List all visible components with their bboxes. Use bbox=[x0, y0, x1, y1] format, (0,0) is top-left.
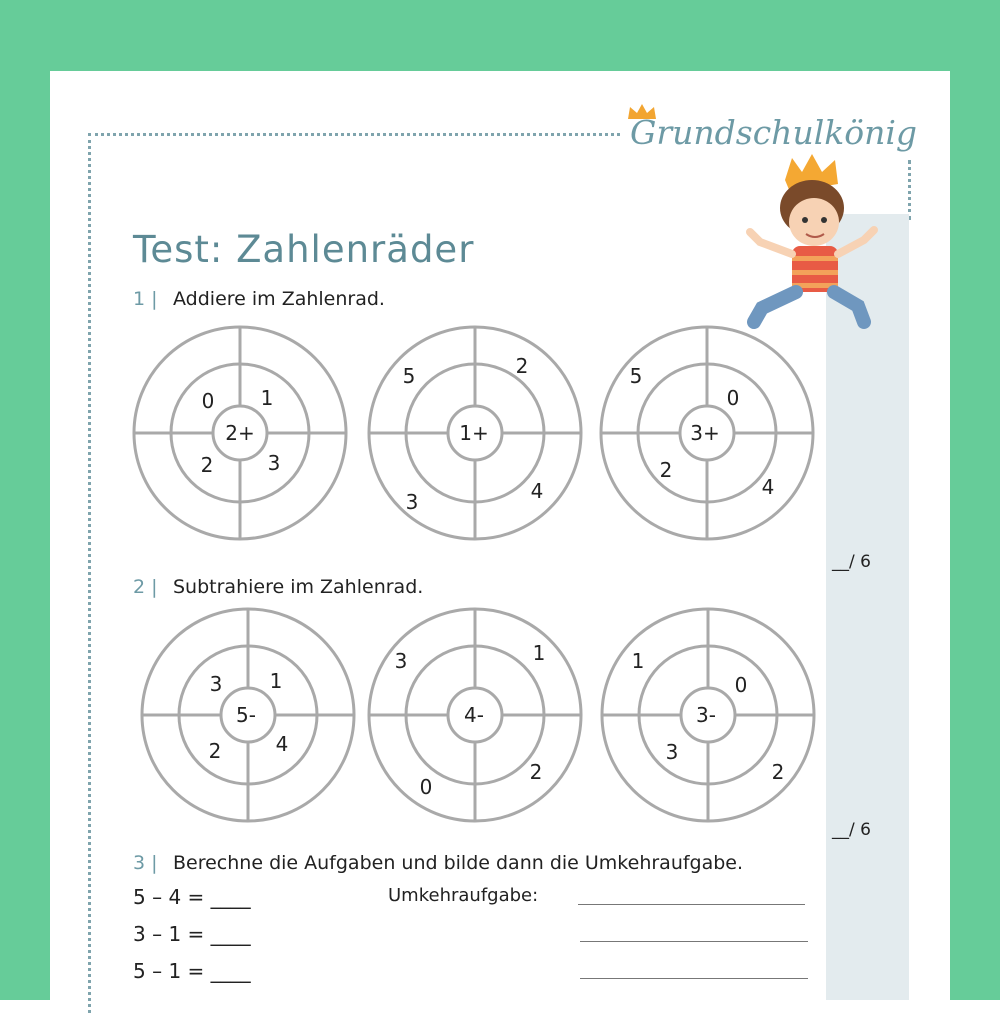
score-task-1: __/ 6 bbox=[832, 552, 871, 572]
answer-line[interactable] bbox=[580, 978, 808, 979]
wheel-number: 1 bbox=[631, 649, 645, 673]
answer-line[interactable] bbox=[578, 904, 805, 905]
number-wheel bbox=[601, 327, 813, 539]
number-wheel bbox=[134, 327, 346, 539]
wheel-number: 3 bbox=[665, 740, 679, 764]
wheel-number: 2 bbox=[208, 739, 222, 763]
task-text: Subtrahiere im Zahlenrad. bbox=[173, 576, 424, 598]
wheel-number: 1 bbox=[260, 386, 274, 410]
task-number: 1 | bbox=[133, 288, 158, 310]
wheel-number: 1 bbox=[269, 669, 283, 693]
wheel-number: 1 bbox=[532, 641, 546, 665]
number-wheel bbox=[369, 609, 581, 821]
wheel-center-label: 2+ bbox=[225, 421, 255, 445]
wheel-center-label: 4- bbox=[464, 703, 484, 727]
wheel-number: 4 bbox=[530, 479, 544, 503]
task-number: 3 | bbox=[133, 852, 158, 874]
brand-logo: Grundschulkönig bbox=[630, 113, 918, 152]
page-title: Test: Zahlenräder bbox=[133, 228, 475, 271]
number-wheel bbox=[369, 327, 581, 539]
wheel-number: 3 bbox=[267, 451, 281, 475]
task-text: Berechne die Aufgaben und bilde dann die Umkehraufgabe. bbox=[173, 852, 744, 874]
score-task-2: __/ 6 bbox=[832, 820, 871, 840]
task-text: Addiere im Zahlenrad. bbox=[173, 288, 385, 310]
wheel-number: 0 bbox=[201, 389, 215, 413]
wheel-number: 5 bbox=[629, 364, 643, 388]
task-number: 2 | bbox=[133, 576, 158, 598]
wheel-number: 2 bbox=[771, 760, 785, 784]
wheel-center-label: 5- bbox=[236, 703, 256, 727]
wheel-number: 3 bbox=[394, 649, 408, 673]
wheel-number: 3 bbox=[405, 490, 419, 514]
wheel-center-label: 3+ bbox=[690, 421, 720, 445]
number-wheel bbox=[142, 609, 354, 821]
wheel-number: 2 bbox=[659, 458, 673, 482]
wheel-number: 5 bbox=[402, 364, 416, 388]
wheel-number: 4 bbox=[275, 732, 289, 756]
equation-2: 3 – 1 = ____ bbox=[133, 922, 251, 946]
wheel-number: 4 bbox=[761, 475, 775, 499]
wheel-number: 0 bbox=[419, 775, 433, 799]
wheel-number: 2 bbox=[529, 760, 543, 784]
wheel-center-label: 1+ bbox=[459, 421, 489, 445]
wheel-number: 2 bbox=[200, 453, 214, 477]
number-wheel bbox=[602, 609, 814, 821]
wheel-number: 3 bbox=[209, 672, 223, 696]
wheel-center-label: 3- bbox=[696, 703, 716, 727]
wheel-number: 0 bbox=[734, 673, 748, 697]
answer-line[interactable] bbox=[580, 941, 808, 942]
equation-3: 5 – 1 = ____ bbox=[133, 959, 251, 983]
wheel-number: 2 bbox=[515, 354, 529, 378]
equation-1: 5 – 4 = ____ bbox=[133, 885, 251, 909]
umkehraufgabe-label: Umkehraufgabe: bbox=[388, 885, 539, 906]
wheel-number: 0 bbox=[726, 386, 740, 410]
